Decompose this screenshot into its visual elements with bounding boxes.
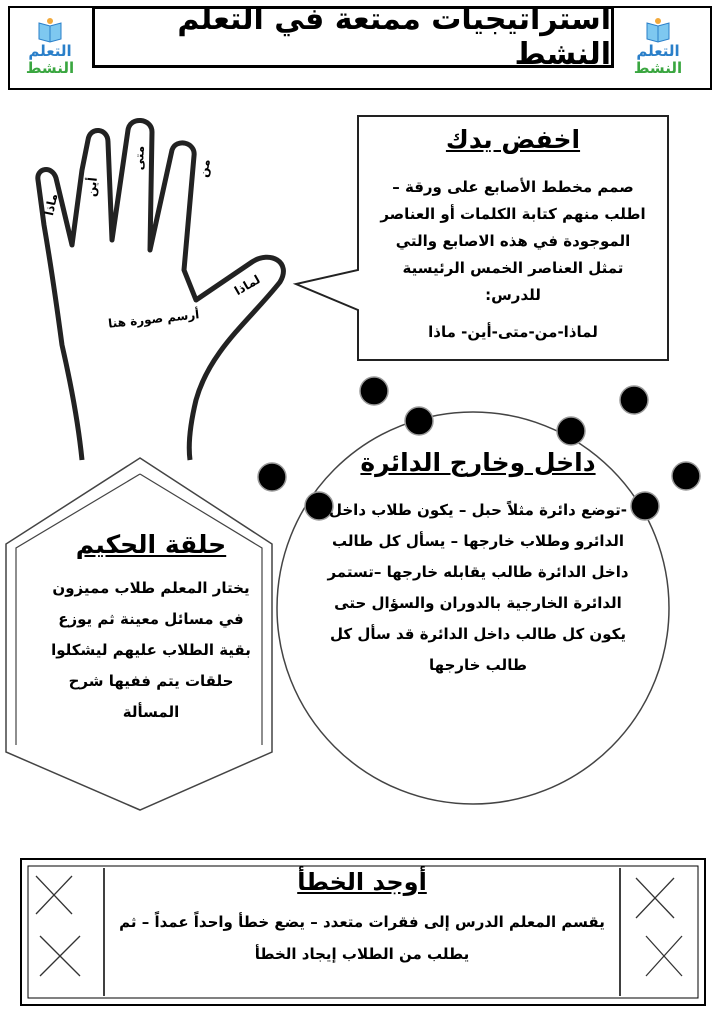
dot — [672, 462, 700, 490]
error-section-title: أوجد الخطأ — [297, 868, 427, 896]
palm-label: أرسم صورة هنا — [107, 307, 200, 331]
dot — [620, 386, 648, 414]
logo-text-bottom: النشط — [25, 59, 75, 77]
error-section-body: يقسم المعلم الدرس إلى فقرات متعدد – يضع خطأ واحداً عمداً – ثم يطلب من الطلاب إيجاد الخطأ — [119, 913, 605, 963]
wise-section-body: يختار المعلم طلاب مميزون في مسائل معينة ثم يوزع بقية الطلاب عليهم ليشكلوا حلقات يتم ففيها شرح المسألة — [51, 579, 251, 721]
hand-section-title: اخفض يدك — [445, 125, 581, 154]
logo-text-top: التعلم — [636, 42, 680, 60]
logo-text-top: التعلم — [28, 42, 72, 60]
hand-section-elements: لماذا-من-متى-أين- ماذا — [428, 323, 598, 341]
finger-label-4: من — [196, 158, 213, 179]
hand-section-text — [358, 115, 668, 360]
finger-label-2: أين — [84, 176, 100, 198]
circle-section-text — [300, 448, 656, 681]
dot — [258, 463, 286, 491]
circle-section-title: داخل وخارج الدائرة — [360, 448, 596, 477]
wise-section-title: حلقة الحكيم — [75, 530, 227, 559]
finger-label-3: متى — [132, 145, 147, 171]
hand-section-description: صمم مخطط الأصابع على ورقة –اطلب منهم كتابة الكلمات أو العناصر الموجودة في هذه الاصابع والتي تمثل العناصر الخمس الرئيسية للدرس: — [380, 178, 646, 304]
dot — [360, 377, 388, 405]
logo-text-bottom: النشط — [633, 59, 683, 77]
circle-section-body: -توضع دائرة مثلاً حبل – يكون طلاب داخل الدائرو وطلاب خارجها – يسأل كل طالب داخل الدائرة طالب يقابله خارجها –تستمر الدائرة الخارجية بالدوران والسؤال حتى يكون كل طالب داخل الدائرة قد سأل كل طالب خارجها — [327, 501, 629, 674]
finger-label-5: لماذا — [232, 272, 263, 299]
page-title: استراتيجيات ممتعة في التعلم النشط — [177, 2, 611, 72]
dot — [405, 407, 433, 435]
wise-section-text — [40, 530, 262, 728]
error-section-text — [106, 868, 618, 970]
dot — [557, 417, 585, 445]
finger-label-1: ماذا — [42, 192, 61, 217]
